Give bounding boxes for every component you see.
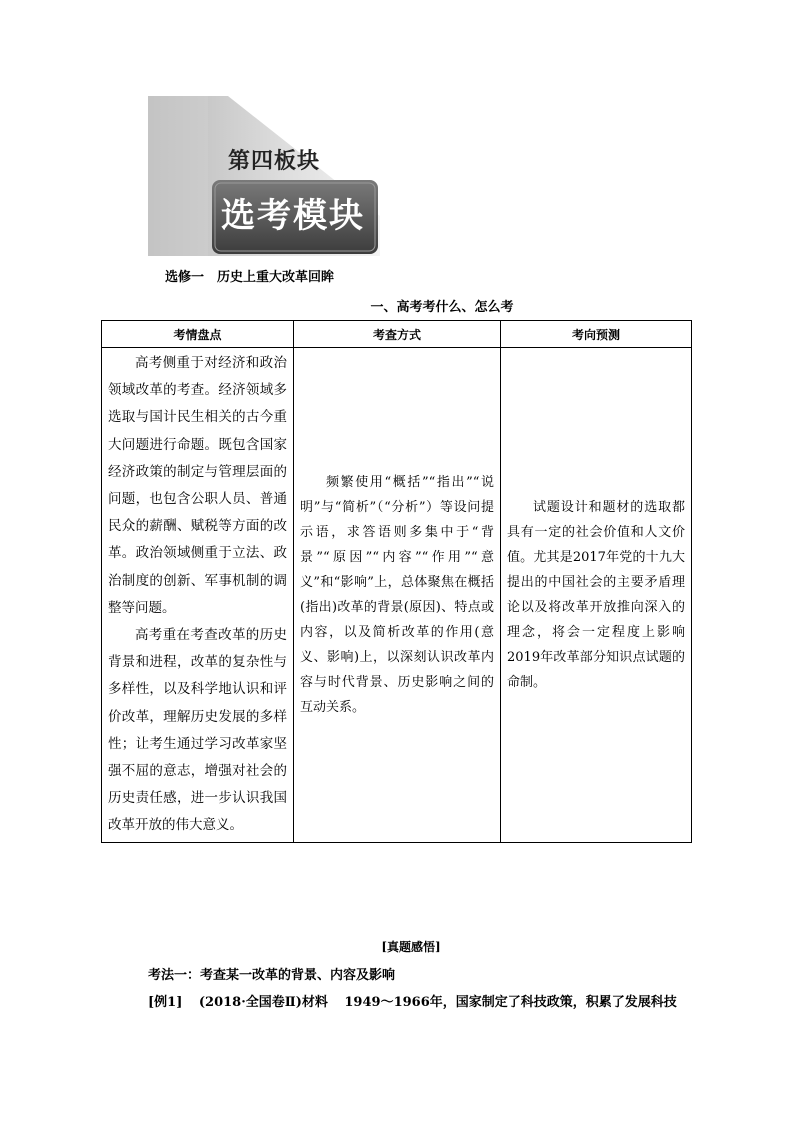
section-heading: 一、高考考什么、怎么考	[370, 300, 514, 315]
exam-analysis-table	[101, 320, 692, 843]
example-tag: [例1]	[148, 995, 183, 1010]
banner-subtitle: 第四板块	[227, 149, 320, 174]
module-title: 选修一 历史上重大改革回眸	[165, 270, 335, 285]
zhenti-label: [真题感悟]	[381, 940, 441, 954]
example-text: 1949～1966年，国家制定了科技政策，积累了发展科技	[344, 995, 677, 1010]
module-banner	[148, 96, 380, 256]
situation-paragraph-1: 高考侧重于对经济和政治领域改革的考查。经济领域多选取与国计民生相关的古今重大问题进行命题。既包含国家经济政策的制定与管理层面的问题，也包含公职人员、普通民众的薪酬、赋税等方面的改革。政治领域侧重于立法、政治制度的创新、军事机制的调整等问题。	[108, 355, 287, 616]
table-header-row	[102, 321, 692, 348]
header-exam-situation: 考情盘点	[102, 321, 294, 348]
banner-title: 选考模块	[221, 196, 365, 236]
exam-situation-cell	[102, 348, 294, 843]
header-exam-forecast: 考向预测	[501, 321, 692, 348]
table-body-row	[102, 348, 692, 843]
forecast-paragraph: 试题设计和题材的选取都具有一定的社会价值和人文价值。尤其是2017年党的十九大提出的中国社会的主要矛盾理论以及将改革开放推向深入的理念，将会一定程度上影响2019年改革部分知识点试题的命制。	[507, 499, 685, 690]
header-exam-method: 考查方式	[294, 321, 501, 348]
method-line: 考法一：考查某一改革的背景、内容及影响	[148, 968, 396, 983]
example-line	[148, 991, 689, 1010]
exam-method-cell	[294, 348, 501, 843]
situation-paragraph-2: 高考重在考查改革的历史背景和进程，改革的复杂性与多样性，以及科学地认识和评价改革，理解历史发展的多样性；让考生通过学习改革家坚强不屈的意志，增强对社会的历史责任感，进一步认识我国改革开放的伟大意义。	[108, 627, 287, 834]
method-paragraph: 频繁使用“概括”“指出”“说明”与“简析”（“分析”）等设问提示语，求答语则多集中于“背景”“原因”“内容”“作用”“意义”和“影响”上，总体聚焦在概括(指出)改革的背景(原因)、特点或内容，以及简析改革的作用(意义、影响)上，以深刻认识改革内容与时代背景、历史影响之间的互动关系。	[300, 474, 494, 715]
exam-forecast-cell	[501, 348, 692, 843]
example-source: (2018·全国卷Ⅱ)材料	[198, 995, 328, 1010]
